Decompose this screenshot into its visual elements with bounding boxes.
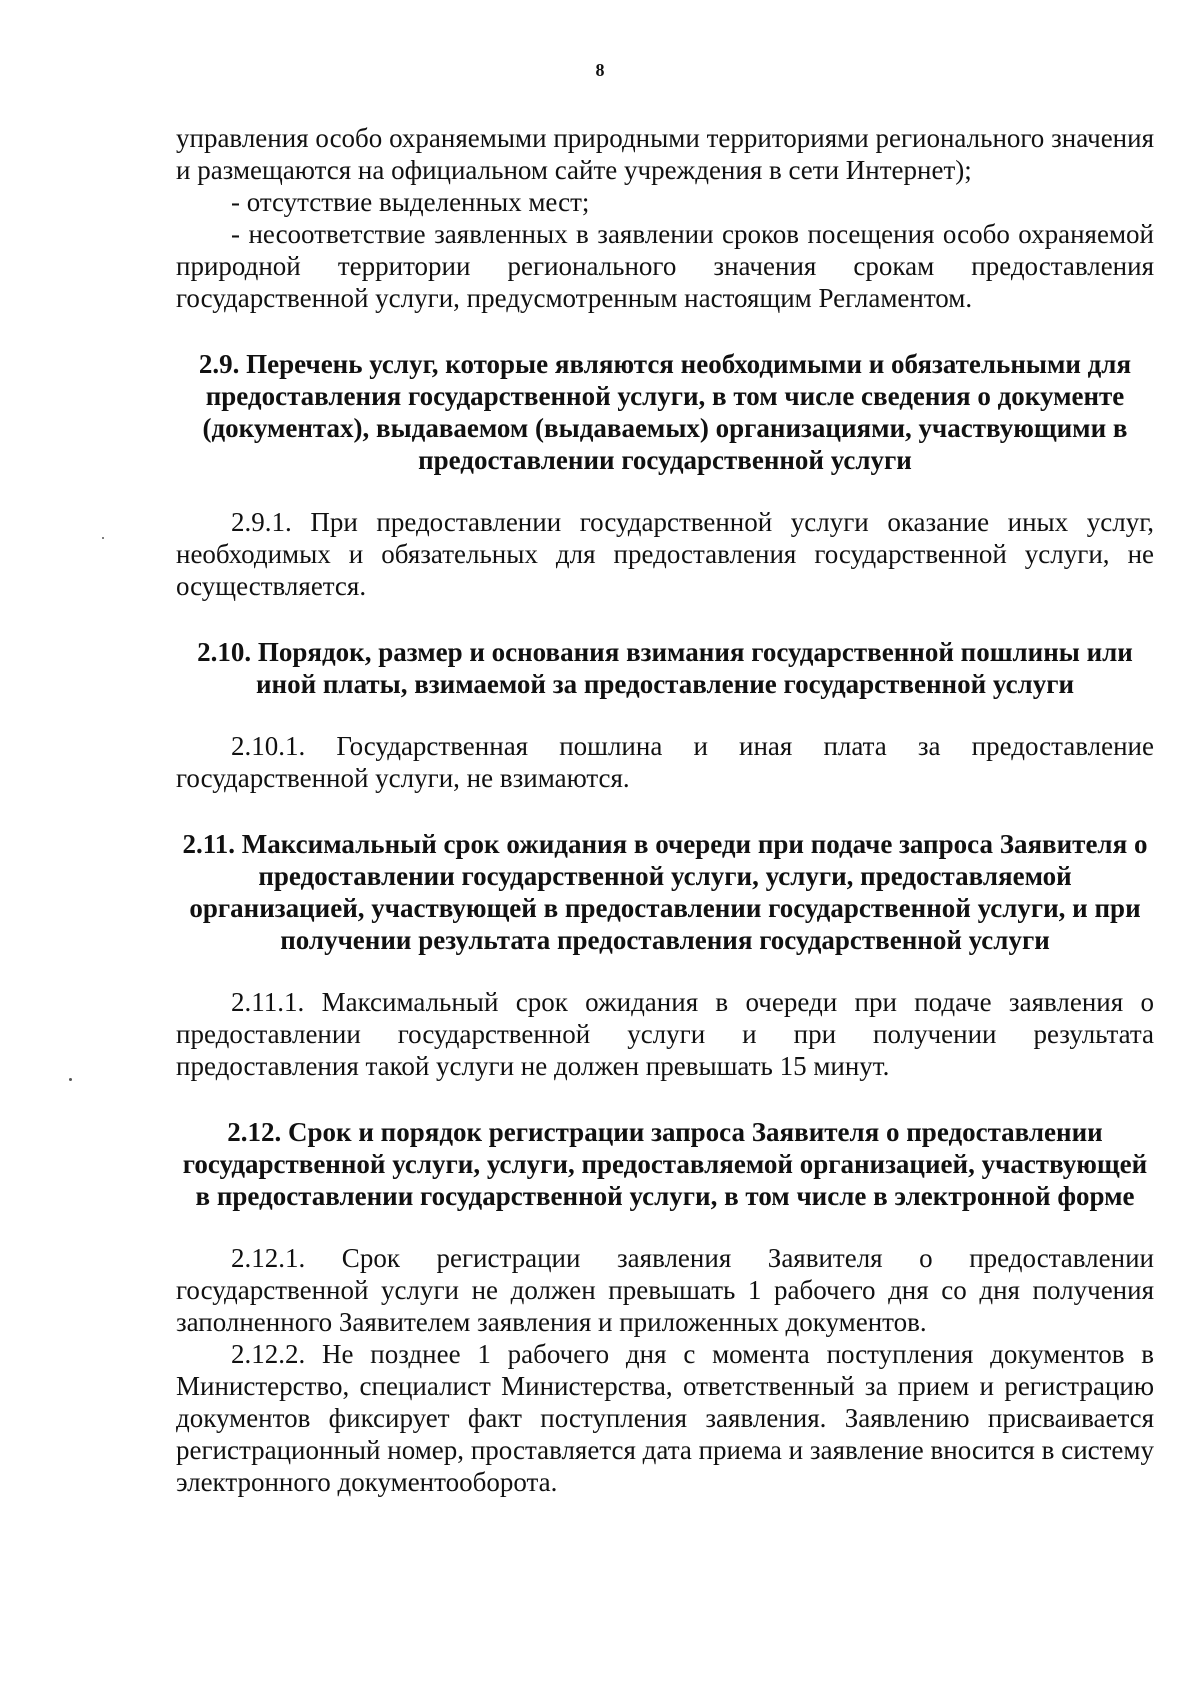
paragraph: управления особо охраняемыми природными территориями регионального значения и размещаются на официальном сайте учреждения в сети Интернет);: [176, 123, 1154, 185]
section-heading-2-12: 2.12. Срок и порядок регистрации запроса Заявителя о предоставлении государственной услуги, услуги, предоставляемой организацией, участвующей в предоставлении государственной услуги, в том числе в электронной форме: [182, 1117, 1148, 1211]
scan-speck: [69, 1078, 72, 1081]
list-item: - отсутствие выделенных мест;: [231, 187, 590, 217]
paragraph: 2.10.1. Государственная пошлина и иная плата за предоставление государственной услуги, не взимаются.: [176, 731, 1154, 793]
section-heading-2-11: 2.11. Максимальный срок ожидания в очереди при подаче запроса Заявителя о предоставлении государственной услуги, услуги, предоставляемой организацией, участвующей в предоставлении государственной услуги, и при получении результата предоставления государственной услуги: [182, 829, 1148, 955]
paragraph: 2.12.1. Срок регистрации заявления Заявителя о предоставлении государственной услуги не должен превышать 1 рабочего дня со дня получения заполненного Заявителем заявления и приложенных документов.: [176, 1243, 1154, 1337]
page-number: 8: [595, 60, 605, 80]
list-item: - несоответствие заявленных в заявлении сроков посещения особо охраняемой природной территории регионального значения срокам предоставления государственной услуги, предусмотренным настоящим Регламентом.: [176, 219, 1154, 313]
paragraph: 2.12.2. Не позднее 1 рабочего дня с момента поступления документов в Министерство, специалист Министерства, ответственный за прием и регистрацию документов фиксирует факт поступления заявления. Заявлению присваивается регистрационный номер, проставляется дата приема и заявление вносится в систему электронного документооборота.: [176, 1339, 1154, 1497]
section-heading-2-9: 2.9. Перечень услуг, которые являются необходимыми и обязательными для предоставления государственной услуги, в том числе сведения о документе (документах), выдаваемом (выдаваемых) организациями, участвующими в предоставлении государственной услуги: [198, 349, 1132, 475]
scan-speck: [102, 537, 104, 539]
section-heading-2-10: 2.10. Порядок, размер и основания взимания государственной пошлины или иной платы, взимаемой за предоставление государственной услуги: [197, 637, 1133, 699]
paragraph: 2.9.1. При предоставлении государственной услуги оказание иных услуг, необходимых и обязательных для предоставления государственной услуги, не осуществляется.: [176, 507, 1154, 601]
paragraph: 2.11.1. Максимальный срок ожидания в очереди при подаче заявления о предоставлении государственной услуги и при получении результата предоставления такой услуги не должен превышать 15 минут.: [176, 987, 1154, 1081]
document-body: [176, 122, 1154, 1498]
